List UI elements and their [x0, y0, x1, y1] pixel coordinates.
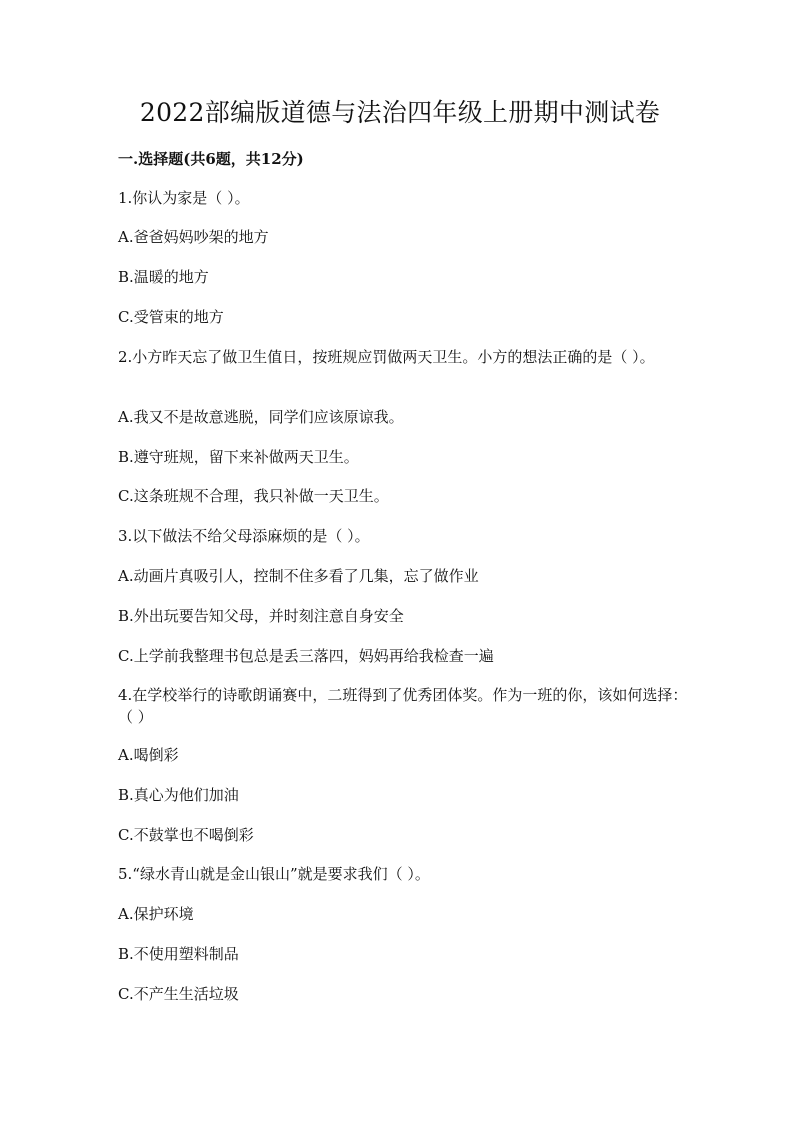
question-5-stem: 5.“绿水青山就是金山银山”就是要求我们（ ）。	[118, 865, 430, 883]
question-1-option-c: C.受管束的地方	[118, 308, 224, 326]
question-4-option-b: B.真心为他们加油	[118, 786, 239, 804]
page-title: 2022部编版道德与法治四年级上册期中测试卷	[139, 98, 661, 127]
section-heading: 一.选择题(共6题，共12分)	[118, 150, 304, 168]
question-5-option-b: B.不使用塑料制品	[118, 945, 239, 963]
question-3-option-c: C.上学前我整理书包总是丢三落四，妈妈再给我检查一遍	[118, 647, 494, 665]
question-1-option-b: B.温暖的地方	[118, 268, 209, 286]
question-5-option-c: C.不产生生活垃圾	[118, 985, 239, 1003]
question-4-option-c: C.不鼓掌也不喝倒彩	[118, 826, 254, 844]
question-1-option-a: A.爸爸妈妈吵架的地方	[118, 228, 269, 246]
question-3-stem: 3.以下做法不给父母添麻烦的是（ ）。	[118, 527, 370, 545]
question-1-stem: 1.你认为家是（ ）。	[118, 189, 250, 207]
question-4-option-a: A.喝倒彩	[118, 746, 179, 764]
question-2-option-b: B.遵守班规，留下来补做两天卫生。	[118, 448, 359, 466]
question-4-stem: 4.在学校举行的诗歌朗诵赛中，二班得到了优秀团体奖。作为一班的你，该如何选择：（ ）	[118, 686, 688, 726]
question-2-option-a: A.我又不是故意逃脱，同学们应该原谅我。	[118, 408, 404, 426]
question-5-option-a: A.保护环境	[118, 905, 194, 923]
question-3-option-b: B.外出玩要告知父母，并时刻注意自身安全	[118, 607, 404, 625]
question-2-option-c: C.这条班规不合理，我只补做一天卫生。	[118, 487, 389, 505]
question-3-option-a: A.动画片真吸引人，控制不住多看了几集，忘了做作业	[118, 567, 479, 585]
question-2-stem: 2.小方昨天忘了做卫生值日，按班规应罚做两天卫生。小方的想法正确的是（ ）。	[118, 348, 655, 366]
